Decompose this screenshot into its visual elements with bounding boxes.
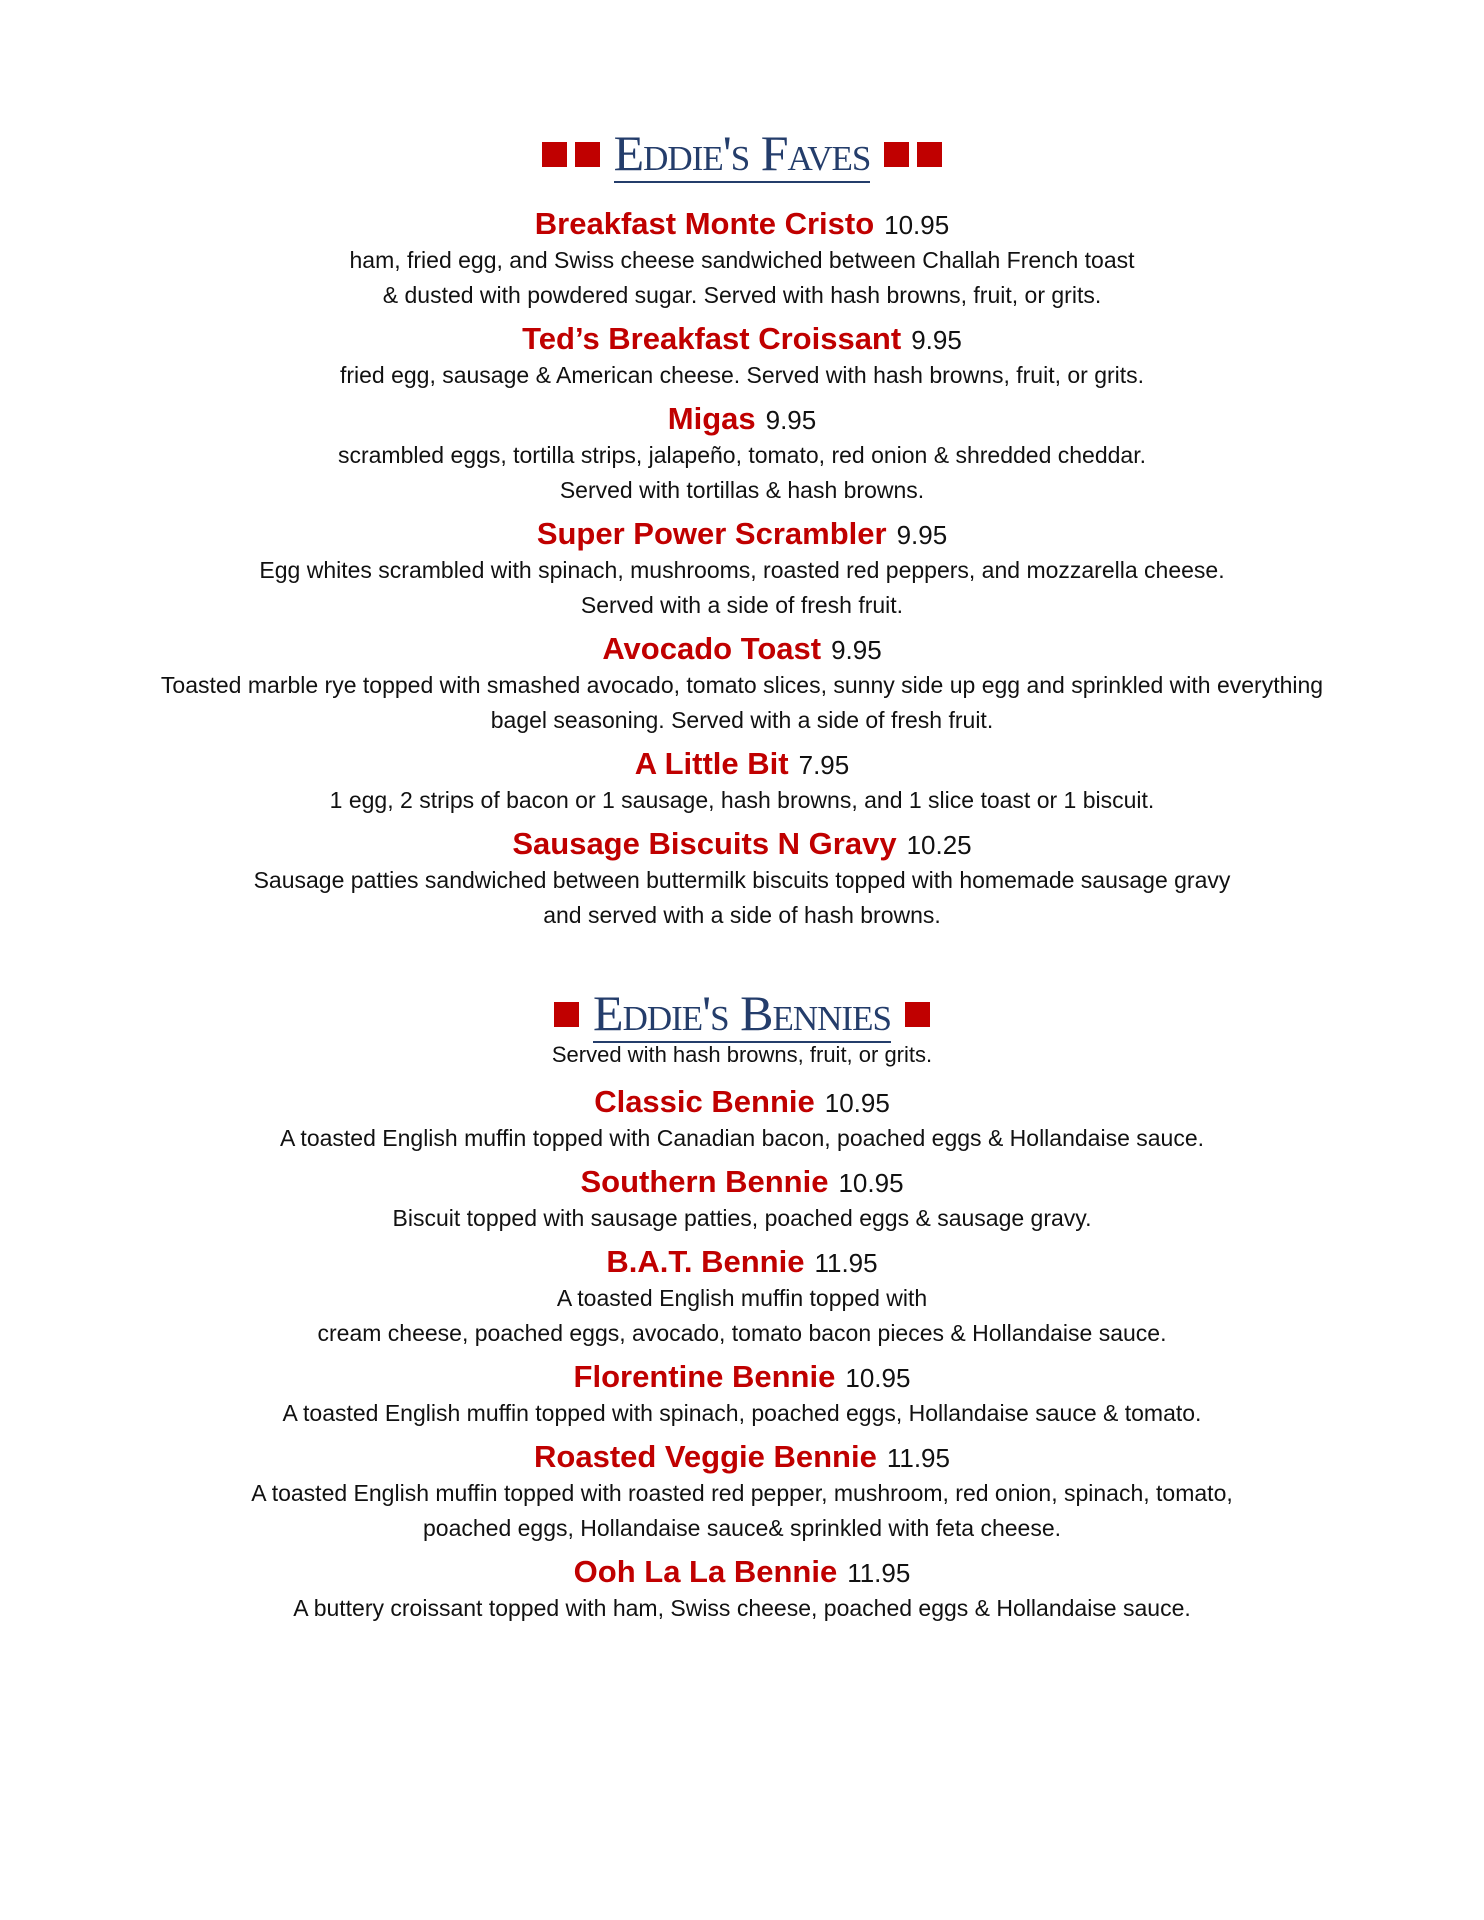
item-name: Ooh La La Bennie xyxy=(573,1554,838,1589)
item-description: Sausage patties sandwiched between buttermilk biscuits topped with homemade sausage gravy xyxy=(253,867,1231,893)
item-description: & dusted with powdered sugar. Served with hash browns, fruit, or grits. xyxy=(382,282,1102,308)
item-price: 11.95 xyxy=(886,1443,950,1473)
menu-item xyxy=(40,1438,1444,1546)
section-title: Eddie's Bennies xyxy=(593,985,891,1041)
item-price: 10.95 xyxy=(824,1088,890,1118)
item-name: B.A.T. Bennie xyxy=(606,1244,805,1279)
item-description: Egg whites scrambled with spinach, mushrooms, roasted red peppers, and mozzarella cheese. xyxy=(259,557,1225,583)
item-name: Southern Bennie xyxy=(580,1164,829,1199)
item-price: 11.95 xyxy=(847,1558,911,1588)
menu-item xyxy=(40,1163,1444,1236)
item-name: Roasted Veggie Bennie xyxy=(534,1439,877,1474)
item-description: Served with tortillas & hash browns. xyxy=(559,477,925,503)
menu-item xyxy=(40,1553,1444,1626)
menu-item xyxy=(40,825,1444,933)
item-description: and served with a side of hash browns. xyxy=(543,902,941,928)
item-description: fried egg, sausage & American cheese. Served with hash browns, fruit, or grits. xyxy=(339,362,1145,388)
item-price: 10.95 xyxy=(845,1363,911,1393)
item-price: 7.95 xyxy=(798,750,850,780)
section-note: Served with hash browns, fruit, or grits. xyxy=(551,1042,933,1067)
menu-item xyxy=(40,745,1444,818)
item-name: Florentine Bennie xyxy=(573,1359,836,1394)
item-price: 11.95 xyxy=(814,1248,878,1278)
menu-item xyxy=(40,205,1444,313)
red-square-icon xyxy=(575,142,600,167)
section-header-faves xyxy=(0,125,1484,183)
red-square-icon xyxy=(905,1002,930,1027)
item-name: Breakfast Monte Cristo xyxy=(534,206,875,241)
item-price: 9.95 xyxy=(911,325,962,355)
item-description: 1 egg, 2 strips of bacon or 1 sausage, hash browns, and 1 slice toast or 1 biscuit. xyxy=(329,787,1155,813)
section-title: Eddie's Faves xyxy=(613,125,871,181)
item-description: A toasted English muffin topped with spinach, poached eggs, Hollandaise sauce & tomato. xyxy=(282,1400,1202,1426)
item-name: A Little Bit xyxy=(634,746,789,781)
menu-item xyxy=(40,1083,1444,1156)
item-description: Biscuit topped with sausage patties, poached eggs & sausage gravy. xyxy=(392,1205,1092,1231)
section-header-bennies xyxy=(0,985,1484,1043)
item-description: A toasted English muffin topped with roasted red pepper, mushroom, red onion, spinach, tomato, xyxy=(251,1480,1233,1506)
red-square-icon xyxy=(884,142,909,167)
item-name: Classic Bennie xyxy=(594,1084,815,1119)
item-description: A toasted English muffin topped with xyxy=(556,1285,928,1311)
item-price: 9.95 xyxy=(765,405,817,435)
item-description: poached eggs, Hollandaise sauce& sprinkled with feta cheese. xyxy=(422,1515,1061,1541)
item-description: A toasted English muffin topped with Canadian bacon, poached eggs & Hollandaise sauce. xyxy=(279,1125,1205,1151)
menu-item xyxy=(40,1358,1444,1431)
item-name: Super Power Scrambler xyxy=(536,516,887,551)
menu-item xyxy=(40,400,1444,508)
item-price: 10.95 xyxy=(884,210,950,240)
item-price: 10.95 xyxy=(838,1168,904,1198)
section-note-block xyxy=(40,1038,1444,1072)
menu-item xyxy=(40,1243,1444,1351)
item-description: A buttery croissant topped with ham, Swiss cheese, poached eggs & Hollandaise sauce. xyxy=(293,1595,1191,1621)
item-description: cream cheese, poached eggs, avocado, tomato bacon pieces & Hollandaise sauce. xyxy=(317,1320,1167,1346)
item-name: Sausage Biscuits N Gravy xyxy=(512,826,897,861)
menu-item xyxy=(40,515,1444,623)
item-description: bagel seasoning. Served with a side of fresh fruit. xyxy=(490,707,994,733)
item-price: 9.95 xyxy=(831,635,882,665)
item-name: Ted’s Breakfast Croissant xyxy=(522,321,902,356)
item-price: 10.25 xyxy=(906,830,972,860)
red-square-icon xyxy=(554,1002,579,1027)
red-square-icon xyxy=(917,142,942,167)
item-description: scrambled eggs, tortilla strips, jalapeño, tomato, red onion & shredded cheddar. xyxy=(337,442,1147,468)
item-price: 9.95 xyxy=(896,520,948,550)
item-description: Toasted marble rye topped with smashed avocado, tomato slices, sunny side up egg and sprinkled with everything xyxy=(160,672,1324,698)
item-name: Migas xyxy=(667,401,756,436)
item-name: Avocado Toast xyxy=(602,631,822,666)
item-description: ham, fried egg, and Swiss cheese sandwiched between Challah French toast xyxy=(349,247,1135,273)
red-square-icon xyxy=(542,142,567,167)
item-description: Served with a side of fresh fruit. xyxy=(580,592,904,618)
menu-item xyxy=(40,630,1444,738)
menu-item xyxy=(40,320,1444,393)
